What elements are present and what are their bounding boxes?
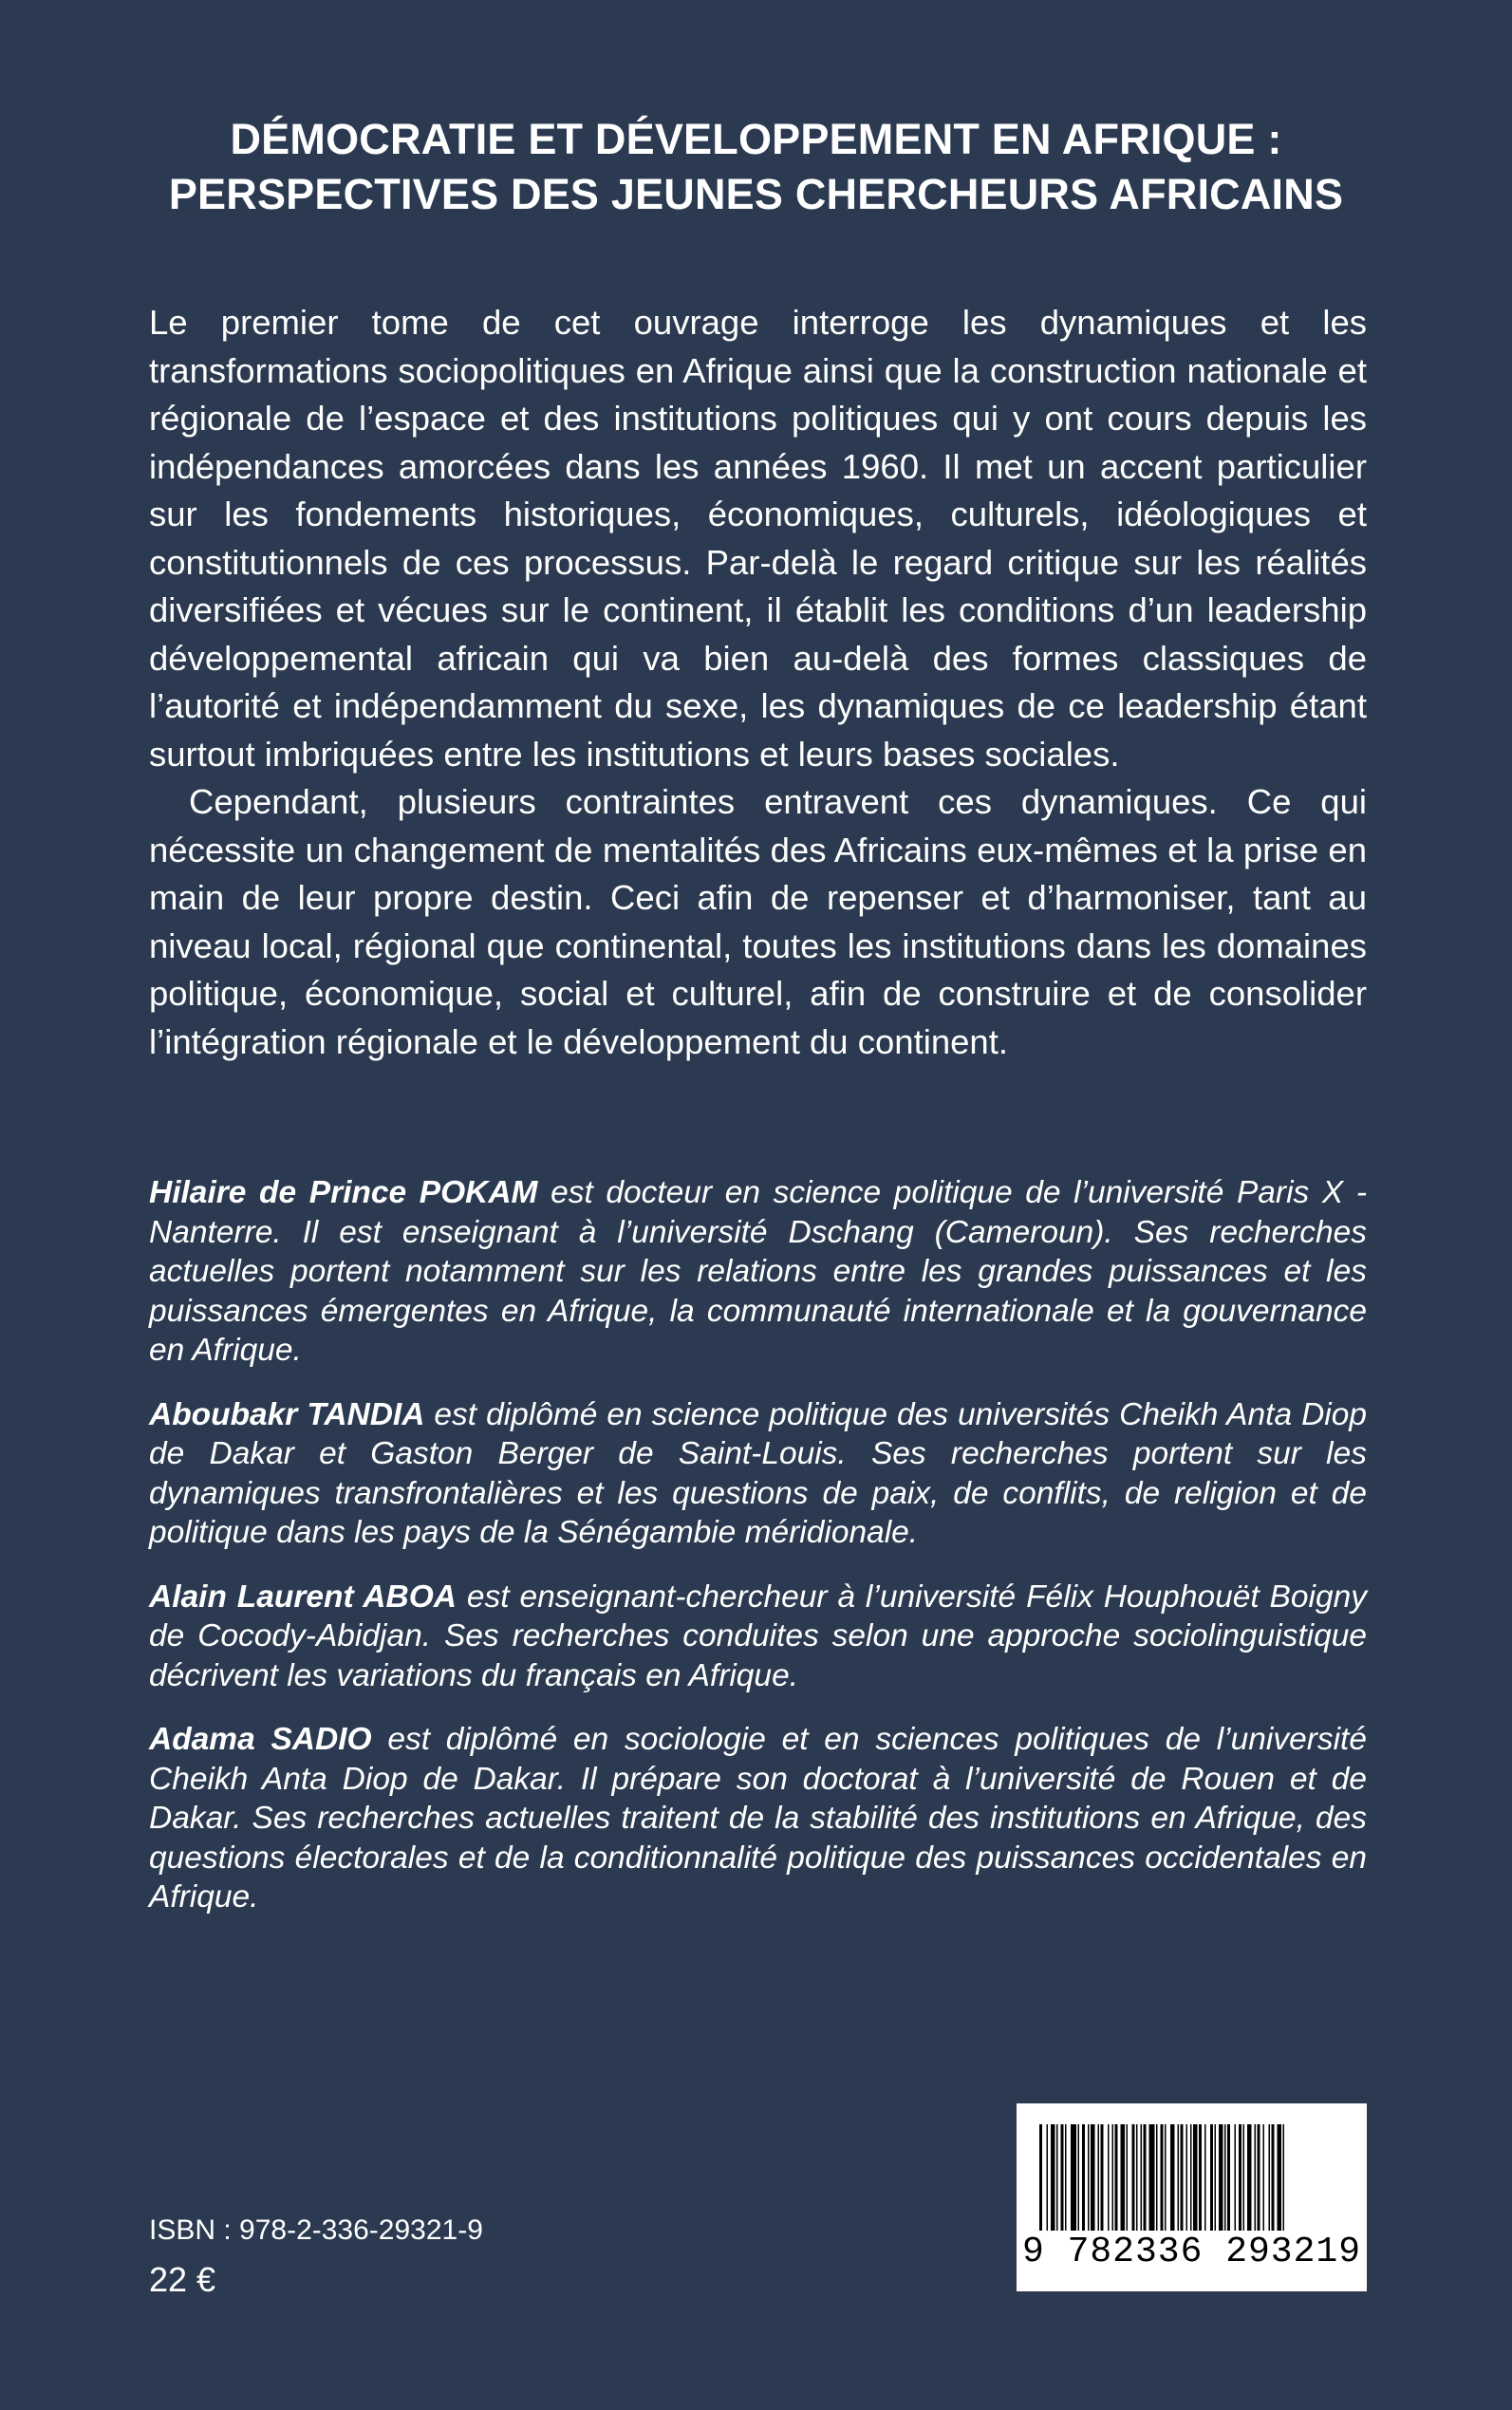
barcode-bar — [1215, 2124, 1217, 2231]
barcode-bar — [1144, 2124, 1147, 2231]
barcode-bar — [1235, 2124, 1237, 2231]
barcode-bar — [1156, 2124, 1158, 2231]
barcode-bar — [1127, 2124, 1129, 2231]
barcode-bar — [1039, 2124, 1042, 2231]
barcode-bar — [1136, 2124, 1138, 2231]
barcode-bar — [1165, 2124, 1167, 2231]
barcode-bar — [1071, 2124, 1076, 2231]
barcode-bar — [1204, 2124, 1206, 2231]
barcode-bar — [1088, 2124, 1090, 2231]
author-bio — [149, 1578, 1367, 1696]
barcode-bar — [1255, 2124, 1257, 2231]
barcode-bar — [1061, 2124, 1064, 2231]
barcode-bar — [1101, 2124, 1104, 2231]
barcode-bar — [1115, 2124, 1118, 2231]
author-bio-text: est enseignant-chercheur à l’université Félix Houphouët Boigny de Cocody-Abidjan. Ses recherches conduites selon une approche sociolinguistique décrivent les variations du français en Afrique. — [149, 1579, 1367, 1693]
author-bio-text: est diplômé en science politique des universités Cheikh Anta Diop de Dakar et Gaston Berger de Saint-Louis. Ses recherches portent sur les dynamiques transfrontalières et les questions de paix, de conflits, de religion et de politique dans les pays de la Sénégambie méridionale. — [149, 1396, 1367, 1550]
barcode-bar — [1210, 2124, 1213, 2231]
barcode-bars — [1039, 2124, 1344, 2231]
barcode-bar — [1272, 2124, 1275, 2231]
barcode-bar — [1108, 2124, 1110, 2231]
barcode-bar — [1239, 2124, 1241, 2231]
barcode-bar — [1112, 2124, 1114, 2231]
barcode-bar — [1082, 2124, 1085, 2231]
barcode-digits: 9 782336 293219 — [1021, 2232, 1362, 2272]
barcode-bar — [1227, 2124, 1230, 2231]
author-bio — [149, 1720, 1367, 1917]
barcode-bar — [1278, 2124, 1282, 2231]
barcode-bar — [1258, 2124, 1260, 2231]
synopsis — [149, 299, 1367, 1066]
barcode-bar — [1193, 2124, 1198, 2231]
barcode-bar — [1190, 2124, 1192, 2231]
barcode-bar — [1247, 2124, 1252, 2231]
barcode-bar — [1219, 2124, 1223, 2231]
author-bio-text: est diplômé en sociologie et en sciences politiques de l’université Cheikh Anta Diop de Dakar. Il prépare son doctorat à l’université de Rouen et de Dakar. Ses recherches actuelles traitent de la stabilité des institutions en Afrique, des questions électorales et de la conditionnalité politique des puissances occidentales en Afrique. — [149, 1722, 1368, 1915]
barcode-bar — [1056, 2124, 1058, 2231]
barcode-bar — [1121, 2124, 1126, 2231]
barcode-bar — [1141, 2124, 1143, 2231]
book-title-line-1: DÉMOCRATIE ET DÉVELOPPEMENT EN AFRIQUE : — [230, 115, 1282, 163]
barcode-bar — [1178, 2124, 1180, 2231]
author-name: Aboubakr TANDIA — [149, 1396, 425, 1432]
barcode-bar — [1243, 2124, 1245, 2231]
barcode-bar — [1091, 2124, 1095, 2231]
synopsis-paragraph-2: Cependant, plusieurs contraintes entravent ces dynamiques. Ce qui nécessite un changement de mentalités des Africains eux-mêmes et la prise en main de leur propre destin. Ceci afin de repenser et d’harmoniser, tant au niveau local, régional que continental, toutes les institutions dans les domaines politique, économique, social et culturel, afin de construire et de consolider l’intégration régionale et le développement du continent. — [149, 782, 1367, 1061]
barcode-bar — [1047, 2124, 1049, 2231]
author-bio-text: est docteur en science politique de l’université Paris X - Nanterre. Il est enseignant à l’université Dschang (Cameroun). Ses recherches actuelles portent notamment sur les relations entre les grandes puissances et les puissances émergentes en Afrique, la communauté internationale et la gouvernance en Afrique. — [149, 1175, 1367, 1368]
author-bio — [149, 1395, 1367, 1553]
author-bios — [149, 1173, 1367, 1942]
barcode-bar — [1224, 2124, 1226, 2231]
barcode-bar — [1078, 2124, 1080, 2231]
barcode-bar — [1098, 2124, 1100, 2231]
barcode-bar — [1283, 2124, 1285, 2231]
isbn-label: ISBN : 978-2-336-29321-9 — [149, 2214, 483, 2246]
barcode-bar — [1181, 2124, 1184, 2231]
book-title-line-2: PERSPECTIVES DES JEUNES CHERCHEURS AFRICAINS — [168, 170, 1344, 218]
barcode-bar — [1170, 2124, 1175, 2231]
barcode-bar — [1161, 2124, 1164, 2231]
author-name: Adama SADIO — [149, 1722, 372, 1757]
author-bio — [149, 1173, 1367, 1371]
barcode — [1017, 2103, 1367, 2291]
barcode-bar — [1132, 2124, 1135, 2231]
barcode-bar — [1051, 2124, 1055, 2231]
synopsis-paragraph-1: Le premier tome de cet ouvrage interroge les dynamiques et les transformations sociopolitiques en Afrique ainsi que la construction nationale et régionale de l’espace et des institutions politiques qui y ont cours depuis les indépendances amorcées dans les années 1960. Il met un accent particulier sur les fondements historiques, économiques, culturels, idéologiques et constitutionnels de ces processus. Par-delà le regard critique sur les réalités diversifiées et vécues sur le continent, il établit les conditions d’un leadership développemental africain qui va bien au-delà des formes classiques de l’autorité et indépendamment du sexe, les dynamiques de ce leadership étant surtout imbriquées entre les institutions et leurs bases sociales. — [149, 303, 1367, 774]
barcode-bar — [1149, 2124, 1155, 2231]
barcode-bar — [1269, 2124, 1271, 2231]
barcode-bar — [1199, 2124, 1202, 2231]
book-title — [114, 112, 1398, 222]
barcode-bar — [1263, 2124, 1265, 2231]
barcode-bar — [1186, 2124, 1188, 2231]
author-name: Alain Laurent ABOA — [149, 1579, 457, 1615]
author-name: Hilaire de Prince POKAM — [149, 1175, 538, 1210]
price-label: 22 € — [149, 2260, 216, 2299]
barcode-bar — [1065, 2124, 1067, 2231]
